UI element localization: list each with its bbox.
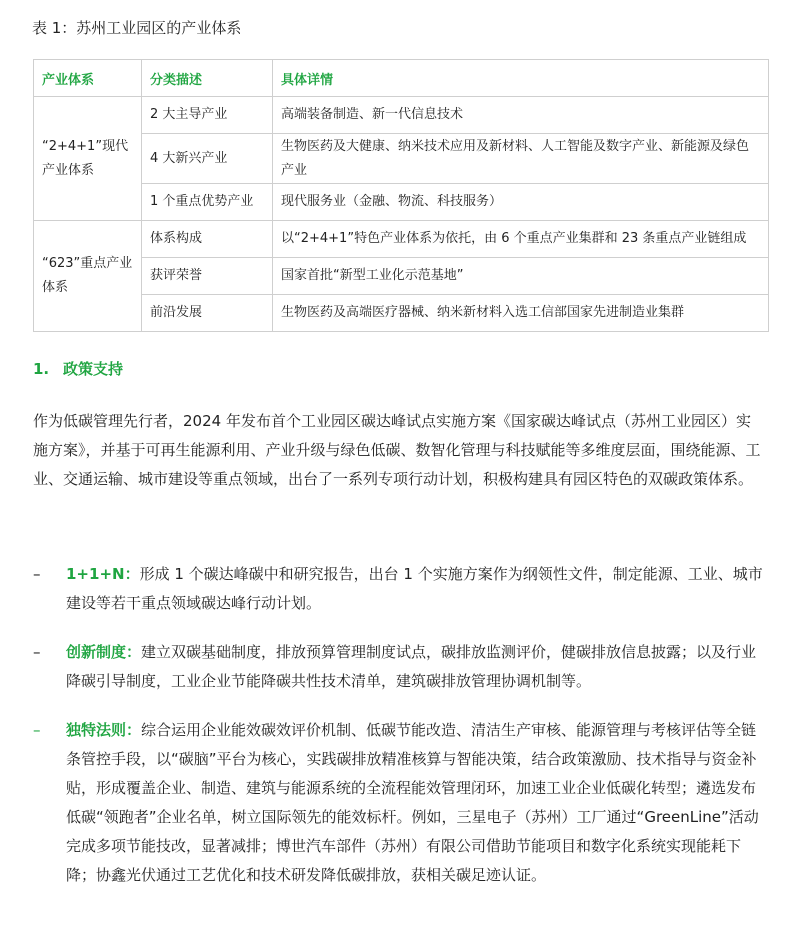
table-row (34, 295, 769, 332)
system-cell: “623”重点产业体系 (34, 221, 142, 332)
category-cell: 获评荣誉 (142, 258, 273, 295)
section-number: 1. (33, 360, 50, 378)
bullet-text: 形成 1 个碳达峰碳中和研究报告，出台 1 个实施方案作为纲领性文件，制定能源、工业、城市建设等若干重点领域碳达峰行动计划。 (66, 565, 763, 612)
bullet-key: 独特法则： (66, 721, 142, 739)
category-cell: 体系构成 (142, 221, 273, 258)
detail-cell: 生物医药及大健康、纳米技术应用及新材料、人工智能及数字产业、新能源及绿色产业 (273, 134, 769, 184)
table-header-row (34, 60, 769, 97)
detail-cell: 生物医药及高端医疗器械、纳米新材料入选工信部国家先进制造业集群 (273, 295, 769, 332)
header-category: 分类描述 (142, 60, 273, 97)
bullet-dash: – (33, 565, 41, 583)
list-item (33, 638, 767, 696)
intro-paragraph: 作为低碳管理先行者，2024 年发布首个工业园区碳达峰试点实施方案《国家碳达峰试点（苏州工业园区）实施方案》，并基于可再生能源利用、产业升级与绿色低碳、数智化管理与科技赋能等多维度层面，围绕能源、工业、交通运输、城市建设等重点领域，出台了一系列专项行动计划，积极构建具有园区特色的双碳政策体系。 (33, 412, 761, 488)
bullet-text: 综合运用企业能效碳效评价机制、低碳节能改造、清洁生产审核、能源管理与考核评估等全链条管控手段，以“碳脑”平台为核心，实践碳排放精准核算与智能决策，结合政策激励、技术指导与资金补贴，形成覆盖企业、制造、建筑与能源系统的全流程能效管理闭环，加速工业企业低碳化转型；遴选发布低碳“领跑者”企业名单，树立国际领先的能效标杆。例如，三星电子（苏州）工厂通过“GreenLine”活动完成多项节能技改，显著减排；博世汽车部件（苏州）有限公司借助节能项目和数字化系统实现能耗下降；协鑫光伏通过工艺优化和技术研发降低碳排放，获相关碳足迹认证。 (66, 721, 759, 884)
detail-cell: 高端装备制造、新一代信息技术 (273, 97, 769, 134)
detail-cell: 以“2+4+1”特色产业体系为依托，由 6 个重点产业集群和 23 条重点产业链组成 (273, 221, 769, 258)
table-row (34, 221, 769, 258)
table-row (34, 258, 769, 295)
bullet-dash: – (33, 721, 41, 739)
section-heading (33, 358, 123, 379)
list-item (33, 560, 767, 618)
bullet-dash: – (33, 643, 41, 661)
detail-cell: 现代服务业（金融、物流、科技服务） (273, 184, 769, 221)
industry-table (33, 59, 769, 332)
system-cell: “2+4+1”现代产业体系 (34, 97, 142, 221)
header-detail: 具体详情 (273, 60, 769, 97)
header-system: 产业体系 (34, 60, 142, 97)
table-row (34, 184, 769, 221)
detail-cell: 国家首批“新型工业化示范基地” (273, 258, 769, 295)
category-cell: 4 大新兴产业 (142, 134, 273, 184)
table-row (34, 134, 769, 184)
section-title: 政策支持 (63, 360, 124, 378)
table-caption: 表 1：苏州工业园区的产业体系 (32, 19, 242, 37)
bullet-key: 1+1+N： (66, 565, 140, 583)
category-cell: 前沿发展 (142, 295, 273, 332)
category-cell: 2 大主导产业 (142, 97, 273, 134)
bullet-text: 建立双碳基础制度，排放预算管理制度试点，碳排放监测评价，健碳排放信息披露；以及行业降碳引导制度，工业企业节能降碳共性技术清单，建筑碳排放管理协调机制等。 (66, 643, 757, 690)
bullet-key: 创新制度： (66, 643, 142, 661)
list-item (33, 716, 767, 890)
category-cell: 1 个重点优势产业 (142, 184, 273, 221)
table-row (34, 97, 769, 134)
